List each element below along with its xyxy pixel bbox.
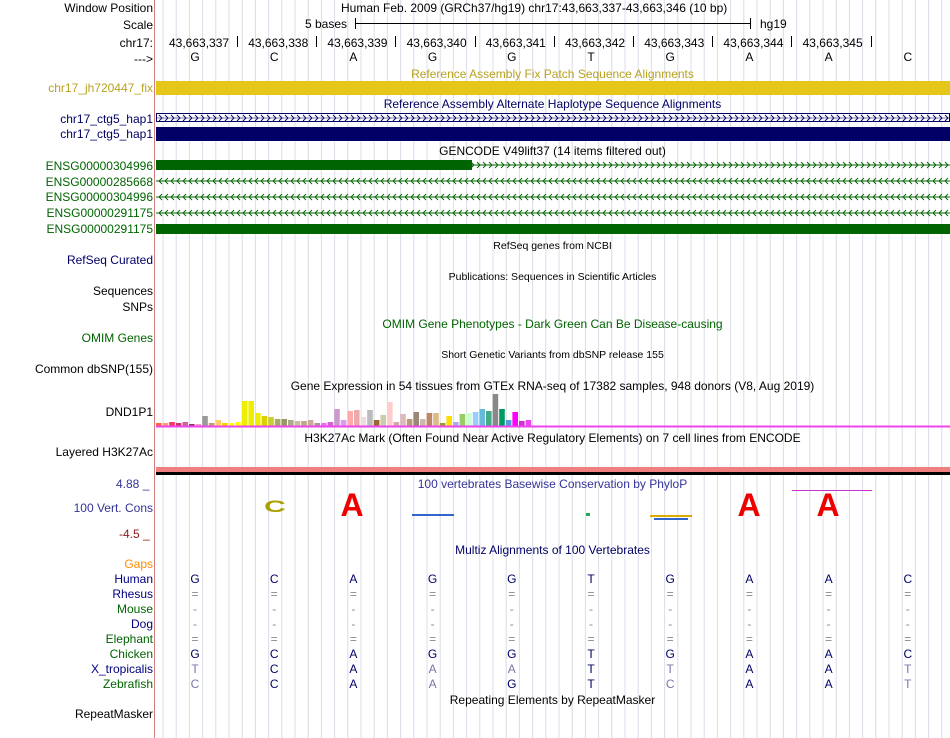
h3k27ac-baseline (156, 472, 950, 475)
gtex-tissue-bar (413, 412, 419, 426)
gtex-tissue-bar (182, 422, 188, 426)
alignment-base: C (665, 677, 675, 691)
logo-letter-a-3: A (816, 487, 840, 523)
gtex-tissue-bar (453, 422, 459, 426)
alignment-base: = (745, 587, 753, 601)
alignment-base: - (589, 617, 593, 631)
alignment-base: = (270, 632, 278, 646)
gtex-tissue-bar (394, 422, 400, 426)
alignment-base: - (193, 602, 197, 616)
gencode-item-4-gene[interactable] (156, 208, 950, 218)
alt-haplotype-item-2-label[interactable]: chr17_ctg5_hap1 (60, 127, 153, 141)
species-label-rhesus[interactable]: Rhesus (112, 587, 153, 601)
alignment-base: A (349, 647, 358, 661)
alignment-base: = (666, 632, 674, 646)
alignment-base: = (825, 632, 833, 646)
alignment-base: = (429, 632, 437, 646)
alignment-base: C (903, 647, 913, 661)
gtex-tissue-bar (466, 413, 472, 426)
alignment-base: - (430, 617, 435, 631)
species-label-human[interactable]: Human (114, 572, 153, 586)
alignment-base: T (666, 662, 674, 676)
alignment-base: = (508, 587, 516, 601)
alignment-base: - (430, 602, 435, 616)
phylop-conservation-logo[interactable] (156, 486, 950, 530)
alignment-base: T (587, 572, 595, 586)
alignment-base: - (747, 617, 752, 631)
alignment-base: T (904, 662, 912, 676)
scale-bar-left-tick (355, 18, 356, 29)
gtex-tissue-bar (361, 417, 367, 426)
scale-label: Scale (122, 18, 153, 32)
alignment-base: A (745, 572, 754, 586)
alignment-base: C (903, 572, 913, 586)
alignment-base: A (507, 662, 516, 676)
reference-base: A (349, 50, 358, 64)
multiz-gaps-label[interactable]: Gaps (124, 557, 153, 571)
position-tick-label: 43,663,341 (485, 36, 546, 50)
position-tick (395, 36, 396, 47)
species-label-chicken[interactable]: Chicken (109, 647, 153, 661)
gtex-tissue-bar (262, 416, 268, 426)
position-tick (871, 36, 872, 47)
alignment-base: T (904, 677, 912, 691)
alignment-base: G (507, 572, 517, 586)
gencode-item-2-gene[interactable] (156, 176, 950, 186)
gtex-tissue-bar (255, 413, 261, 426)
alignment-base: = (349, 632, 357, 646)
scale-text: 5 bases (305, 17, 348, 31)
alignment-base: A (428, 677, 437, 691)
position-tick (633, 36, 634, 47)
position-tick-label: 43,663,344 (723, 36, 784, 50)
gtex-tissue-bar (341, 420, 347, 426)
fix-patch-item-label[interactable]: chr17_jh720447_fix (48, 81, 153, 95)
gtex-tissue-bar (275, 419, 281, 426)
alignment-base: T (587, 677, 595, 691)
alignment-base: A (745, 662, 754, 676)
gencode-item-1-gene[interactable] (156, 159, 950, 171)
gtex-tissue-bar (215, 420, 221, 426)
h3k27ac-track-title[interactable]: H3K27Ac Mark (Often Found Near Active Regulatory Elements) on 7 cell lines from ENCODE (304, 431, 801, 445)
alignment-base: G (665, 572, 675, 586)
scale-bar (355, 23, 750, 24)
alignment-base: - (905, 602, 910, 616)
logo-mark-g2-base (650, 515, 692, 517)
alignment-base: - (826, 602, 831, 616)
multiz-track-title[interactable]: Multiz Alignments of 100 Vertebrates (455, 543, 650, 557)
gencode-item-5-gene[interactable] (156, 224, 950, 234)
gtex-tissue-bar (169, 422, 175, 426)
gencode-item-3-gene[interactable] (156, 192, 950, 202)
species-label-x_tropicalis[interactable]: X_tropicalis (90, 662, 153, 676)
alignment-base: = (666, 587, 674, 601)
gencode-track-title[interactable]: GENCODE V49lift37 (14 items filtered out) (439, 144, 666, 158)
species-label-dog[interactable]: Dog (130, 617, 153, 631)
logo-mark-g2 (654, 518, 688, 520)
position-tick (237, 36, 238, 47)
gtex-tissue-bar (288, 420, 294, 426)
alignment-base: - (509, 602, 514, 616)
alignment-base: = (429, 587, 437, 601)
reference-base: G (665, 50, 675, 64)
fix-patch-alignment-bar[interactable] (156, 81, 950, 95)
logo-mark-t (586, 513, 590, 516)
alignment-base: G (427, 572, 438, 586)
alignment-base: G (507, 647, 517, 661)
alignment-base: A (824, 647, 833, 661)
reference-base: A (824, 50, 833, 64)
alignment-base: A (349, 662, 358, 676)
gencode-item-1-label[interactable]: ENSG00000304996 (45, 159, 153, 173)
alignment-base: - (747, 602, 752, 616)
species-label-elephant[interactable]: Elephant (105, 632, 153, 646)
alignment-base: = (191, 632, 199, 646)
reference-base: G (190, 50, 200, 64)
strand-label: ---> (134, 52, 153, 66)
position-tick (554, 36, 555, 47)
alignment-base: G (427, 647, 438, 661)
position-tick-label: 43,663,342 (565, 36, 626, 50)
phylop-max-label: 4.88 _ (116, 477, 150, 491)
scale-bar-right-tick (750, 18, 751, 29)
alignment-base: T (587, 662, 595, 676)
alignment-base: C (269, 572, 279, 586)
position-tick-label: 43,663,345 (802, 36, 863, 50)
alignment-base: G (190, 647, 200, 661)
gtex-tissue-bar (512, 412, 518, 426)
publications-track-title[interactable]: Publications: Sequences in Scientific Articles (448, 271, 657, 283)
alignment-base: - (272, 602, 277, 616)
alignment-base: = (270, 587, 278, 601)
species-label-zebrafish[interactable]: Zebrafish (102, 677, 153, 691)
gtex-tissue-bar (427, 413, 433, 426)
position-tick-label: 43,663,339 (327, 36, 388, 50)
gtex-tissue-bar (460, 414, 466, 426)
phylop-track-label[interactable]: 100 Vert. Cons (73, 501, 153, 515)
refseq-track-label[interactable]: RefSeq Curated (66, 253, 153, 267)
gtex-tissue-bar (526, 420, 532, 426)
logo-mark-g1 (412, 514, 454, 516)
position-tick (475, 36, 476, 47)
repeatmasker-track-label[interactable]: RepeatMasker (74, 707, 153, 721)
alignment-base: - (668, 602, 673, 616)
alignment-base: = (904, 587, 912, 601)
alignment-base: - (193, 617, 197, 631)
position-tick-label: 43,663,340 (406, 36, 467, 50)
gtex-tissue-bar (328, 422, 334, 426)
gtex-tissue-bar (380, 415, 386, 426)
fix-patch-track-title[interactable]: Reference Assembly Fix Patch Sequence Alignments (411, 67, 694, 81)
window-position-value[interactable]: Human Feb. 2009 (GRCh37/hg19) chr17:43,663,337-43,663,346 (10 bp) (341, 1, 728, 15)
alignment-base: C (190, 677, 200, 691)
gtex-expression-chart[interactable] (156, 392, 950, 428)
gtex-tissue-bar (354, 410, 360, 426)
alignment-base: C (269, 647, 279, 661)
phylop-track-title[interactable]: 100 vertebrates Basewise Conservation by PhyloP (417, 477, 688, 491)
alt-haplotype-item-1-line[interactable] (156, 113, 950, 123)
gtex-tissue-bar (367, 410, 373, 426)
logo-letter-a-2: A (737, 487, 761, 523)
repeatmasker-track-title[interactable]: Repeating Elements by RepeatMasker (449, 693, 656, 707)
gtex-tissue-bar (446, 416, 452, 426)
gencode-item-5-label[interactable]: ENSG00000291175 (46, 222, 153, 236)
alignment-base: = (745, 632, 753, 646)
gtex-tissue-bar (281, 419, 287, 426)
refseq-track-title[interactable]: RefSeq genes from NCBI (493, 240, 612, 252)
alignment-base: = (191, 587, 199, 601)
alignment-base: A (349, 572, 358, 586)
alt-haplotype-item-2-bar[interactable] (156, 127, 950, 141)
position-tick (712, 36, 713, 47)
h3k27ac-track-label[interactable]: Layered H3K27Ac (55, 445, 153, 459)
alignment-base: T (587, 647, 595, 661)
publications-sequences-label[interactable]: Sequences (92, 284, 153, 298)
position-tick-label: 43,663,338 (248, 36, 309, 50)
alignment-base: - (826, 617, 831, 631)
gtex-tissue-bar (433, 413, 439, 426)
reference-base: G (507, 50, 517, 64)
alignment-base: - (272, 617, 277, 631)
alignment-base: A (824, 677, 833, 691)
gtex-tissue-bar (235, 422, 241, 426)
alignment-base: A (745, 677, 754, 691)
gtex-tissue-bar (479, 409, 485, 426)
chrom-label: chr17: (119, 36, 153, 50)
reference-base: T (587, 50, 595, 64)
gtex-gene-label[interactable]: DND1P1 (105, 405, 153, 419)
gtex-tissue-bar (407, 419, 413, 426)
position-tick-label: 43,663,337 (169, 36, 230, 50)
alignment-base: = (349, 587, 357, 601)
alignment-base: = (508, 632, 516, 646)
alignment-base: A (745, 647, 754, 661)
alignment-base: G (190, 572, 200, 586)
alignment-base: = (587, 632, 595, 646)
dbsnp-track-title[interactable]: Short Genetic Variants from dbSNP release 155 (441, 349, 664, 361)
alignment-base: = (904, 632, 912, 646)
gtex-tissue-bar (473, 412, 479, 426)
gencode-item-3-label[interactable]: ENSG00000304996 (45, 190, 153, 204)
alignment-base: T (191, 662, 199, 676)
position-tick (316, 36, 317, 47)
logo-letter-c: C (264, 497, 286, 516)
alignment-base: A (824, 662, 833, 676)
gtex-tissue-bar (493, 394, 499, 426)
gtex-tissue-bar (268, 417, 274, 426)
alignment-base: - (589, 602, 593, 616)
gtex-tissue-bar (420, 419, 426, 426)
publications-snps-label[interactable]: SNPs (122, 300, 153, 314)
phylop-min-label: -4.5 _ (119, 527, 150, 541)
position-tick-label: 43,663,343 (644, 36, 705, 50)
alignment-base: = (825, 587, 833, 601)
alignment-base: = (587, 587, 595, 601)
alignment-base: - (668, 617, 673, 631)
alt-haplotype-track-title[interactable]: Reference Assembly Alternate Haplotype Sequence Alignments (383, 97, 722, 111)
alignment-base: C (269, 677, 279, 691)
gtex-tissue-bar (374, 420, 380, 426)
gtex-tissue-bar (334, 409, 340, 426)
gtex-tissue-bar (347, 411, 353, 426)
dbsnp-track-label[interactable]: Common dbSNP(155) (34, 362, 153, 376)
reference-base: C (269, 50, 279, 64)
reference-base: C (903, 50, 913, 64)
alignment-base: A (428, 662, 437, 676)
gencode-item-4-label[interactable]: ENSG00000291175 (46, 206, 153, 220)
reference-base: G (427, 50, 438, 64)
gencode-item-2-label[interactable]: ENSG00000285668 (45, 175, 153, 189)
gtex-tissue-bar (387, 402, 393, 426)
alignment-base: A (824, 572, 833, 586)
alignment-base: G (507, 677, 517, 691)
gtex-tissue-bar (499, 409, 505, 426)
alignment-base: - (351, 617, 356, 631)
alignment-base: G (665, 647, 675, 661)
gtex-tissue-bar (202, 416, 208, 426)
gtex-tissue-bar (242, 401, 248, 426)
gtex-tissue-bar (506, 420, 512, 426)
gtex-track-title[interactable]: Gene Expression in 54 tissues from GTEx RNA-seq of 17382 samples, 948 donors (V8, Aug 2019) (290, 379, 815, 393)
exon-block (156, 160, 472, 170)
window-position-label: Window Position (64, 1, 153, 15)
gtex-tissue-bar (400, 414, 406, 426)
alt-haplotype-item-1-label[interactable]: chr17_ctg5_hap1 (60, 112, 153, 126)
alignment-base: - (905, 617, 910, 631)
scale-assembly: hg19 (760, 17, 787, 31)
gtex-tissue-bar (519, 421, 525, 426)
gtex-tissue-bar (301, 421, 307, 426)
alignment-base: A (349, 677, 358, 691)
species-label-mouse[interactable]: Mouse (116, 602, 153, 616)
omim-track-title[interactable]: OMIM Gene Phenotypes - Dark Green Can Be Disease-causing (382, 317, 723, 331)
position-tick (791, 36, 792, 47)
alignment-base: C (269, 662, 279, 676)
gtex-tissue-bar (295, 421, 301, 426)
reference-base: A (745, 50, 754, 64)
alignment-base: - (351, 602, 356, 616)
logo-letter-a-1: A (340, 487, 364, 523)
gtex-tissue-bar (248, 401, 254, 426)
gtex-tissue-bar (308, 420, 314, 426)
alignment-base: - (509, 617, 514, 631)
omim-track-label[interactable]: OMIM Genes (81, 331, 153, 345)
gtex-tissue-bar (486, 411, 492, 426)
